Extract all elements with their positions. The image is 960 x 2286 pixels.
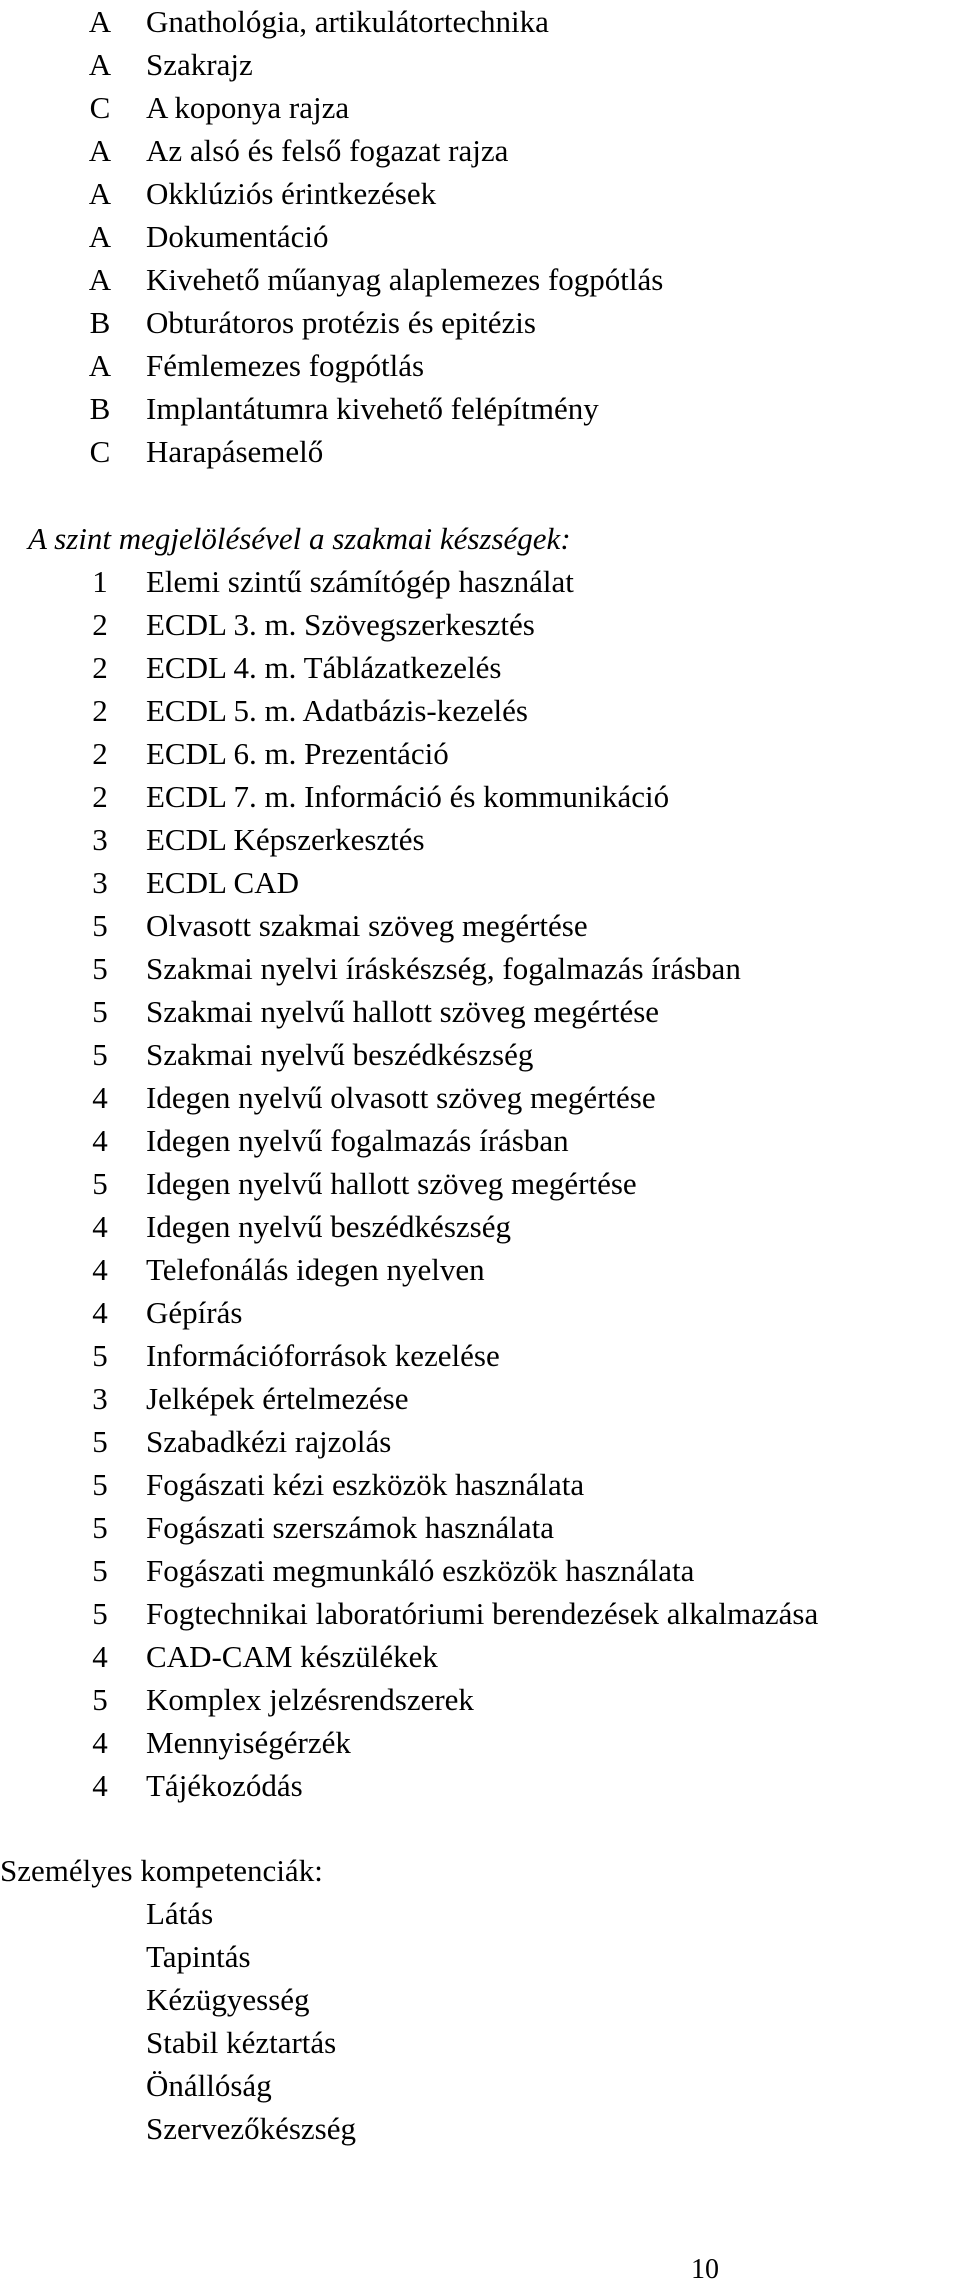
skills-section-title: A szint megjelölésével a szakmai készségek: (28, 521, 571, 556)
page-number: 10 (691, 2254, 719, 2285)
item-text: ECDL 5. m. Adatbázis-kezelés (146, 693, 528, 728)
skill-row (0, 1334, 960, 1377)
level-label: 5 (92, 994, 108, 1029)
level-label: 5 (92, 1424, 108, 1459)
level-label: 5 (92, 1682, 108, 1717)
skill-row (0, 1635, 960, 1678)
skills-list (0, 560, 960, 1807)
item-text: Szakrajz (146, 47, 253, 82)
competency-row (0, 0, 960, 43)
item-text: CAD-CAM készülékek (146, 1639, 438, 1674)
item-text: ECDL 7. m. Információ és kommunikáció (146, 779, 670, 814)
item-text: Fogászati kézi eszközök használata (146, 1467, 585, 1502)
item-text: Szakmai nyelvű hallott szöveg megértése (146, 994, 660, 1029)
level-label: 5 (92, 1510, 108, 1545)
competency-a-list (0, 0, 960, 473)
level-label: 1 (92, 564, 108, 599)
skill-row (0, 1377, 960, 1420)
skill-row (0, 1119, 960, 1162)
level-label: 4 (92, 1725, 108, 1760)
personal-competency-text: Látás (146, 1896, 214, 1931)
level-label: 2 (92, 650, 108, 685)
personal-competency-row (0, 1978, 960, 2021)
level-label: A (88, 4, 112, 39)
item-text: ECDL 4. m. Táblázatkezelés (146, 650, 502, 685)
competency-row (0, 43, 960, 86)
level-label: A (88, 262, 112, 297)
skill-row (0, 1248, 960, 1291)
personal-competency-row (0, 2021, 960, 2064)
personal-competency-text: Szervezőkészség (146, 2111, 357, 2146)
item-text: A koponya rajza (146, 90, 350, 125)
item-text: ECDL CAD (146, 865, 299, 900)
item-text: Fogászati szerszámok használata (146, 1510, 554, 1545)
item-text: Gépírás (146, 1295, 243, 1330)
personal-competency-text: Önállóság (146, 2068, 272, 2103)
skill-row (0, 732, 960, 775)
item-text: Fogászati megmunkáló eszközök használata (146, 1553, 695, 1588)
level-label: 2 (92, 607, 108, 642)
level-label: B (89, 305, 111, 340)
skill-row (0, 1678, 960, 1721)
item-text: ECDL 6. m. Prezentáció (146, 736, 449, 771)
competency-row (0, 430, 960, 473)
level-label: 5 (92, 1467, 108, 1502)
level-label: A (88, 133, 112, 168)
level-label: 5 (92, 1596, 108, 1631)
competency-row (0, 344, 960, 387)
personal-competencies-title: Személyes kompetenciák: (0, 1853, 323, 1888)
item-text: Idegen nyelvű olvasott szöveg megértése (146, 1080, 656, 1115)
item-text: Idegen nyelvű hallott szöveg megértése (146, 1166, 637, 1201)
item-text: Szakmai nyelvű beszédkészség (146, 1037, 534, 1072)
skill-row (0, 904, 960, 947)
skill-row (0, 1033, 960, 1076)
skill-row (0, 1549, 960, 1592)
item-text: Harapásemelő (146, 434, 324, 469)
competency-row (0, 301, 960, 344)
level-label: 4 (92, 1768, 108, 1803)
level-label: B (89, 391, 111, 426)
item-text: ECDL 3. m. Szövegszerkesztés (146, 607, 535, 642)
level-label: 4 (92, 1209, 108, 1244)
personal-competency-text: Stabil kéztartás (146, 2025, 337, 2060)
skill-row (0, 1592, 960, 1635)
item-text: Komplex jelzésrendszerek (146, 1682, 474, 1717)
skill-row (0, 1506, 960, 1549)
item-text: Jelképek értelmezése (146, 1381, 409, 1416)
skill-row (0, 1420, 960, 1463)
skill-row (0, 861, 960, 904)
skill-row (0, 1463, 960, 1506)
item-text: Szakmai nyelvi íráskészség, fogalmazás írásban (146, 951, 741, 986)
item-text: Az alsó és felső fogazat rajza (146, 133, 509, 168)
skill-row (0, 1764, 960, 1807)
item-text: Dokumentáció (146, 219, 329, 254)
competency-row (0, 387, 960, 430)
level-label: A (88, 47, 112, 82)
item-text: Implantátumra kivehető felépítmény (146, 391, 599, 426)
level-label: 3 (92, 1381, 108, 1416)
skill-row (0, 689, 960, 732)
competency-row (0, 129, 960, 172)
skill-row (0, 560, 960, 603)
personal-competency-row (0, 1935, 960, 1978)
level-label: 4 (92, 1295, 108, 1330)
level-label: 5 (92, 1553, 108, 1588)
skill-row (0, 1076, 960, 1119)
item-text: ECDL Képszerkesztés (146, 822, 425, 857)
personal-competency-text: Tapintás (146, 1939, 251, 1974)
item-text: Okklúziós érintkezések (146, 176, 437, 211)
personal-competency-row (0, 1892, 960, 1935)
skill-row (0, 1721, 960, 1764)
level-label: 5 (92, 951, 108, 986)
item-text: Információforrások kezelése (146, 1338, 500, 1373)
item-text: Kivehető műanyag alaplemezes fogpótlás (146, 262, 664, 297)
item-text: Idegen nyelvű fogalmazás írásban (146, 1123, 569, 1158)
level-label: 5 (92, 1166, 108, 1201)
level-label: 3 (92, 865, 108, 900)
level-label: 2 (92, 693, 108, 728)
skill-row (0, 990, 960, 1033)
level-label: A (88, 219, 112, 254)
item-text: Gnathológia, artikulátortechnika (146, 4, 549, 39)
skill-row (0, 603, 960, 646)
item-text: Telefonálás idegen nyelven (146, 1252, 485, 1287)
level-label: A (88, 348, 112, 383)
level-label: 5 (92, 1037, 108, 1072)
item-text: Szabadkézi rajzolás (146, 1424, 392, 1459)
level-label: 2 (92, 779, 108, 814)
skill-row (0, 947, 960, 990)
personal-competencies-list (0, 1892, 960, 2150)
level-label: 5 (92, 1338, 108, 1373)
skill-row (0, 818, 960, 861)
item-text: Idegen nyelvű beszédkészség (146, 1209, 511, 1244)
level-label: A (88, 176, 112, 211)
level-label: 2 (92, 736, 108, 771)
item-text: Fémlemezes fogpótlás (146, 348, 425, 383)
skill-row (0, 1291, 960, 1334)
personal-competency-text: Kézügyesség (146, 1982, 310, 2017)
level-label: 5 (92, 908, 108, 943)
skill-row (0, 775, 960, 818)
level-label: 4 (92, 1123, 108, 1158)
item-text: Fogtechnikai laboratóriumi berendezések alkalmazása (146, 1596, 819, 1631)
item-text: Obturátoros protézis és epitézis (146, 305, 536, 340)
level-label: 3 (92, 822, 108, 857)
item-text: Tájékozódás (146, 1768, 303, 1803)
skill-row (0, 1162, 960, 1205)
competency-row (0, 258, 960, 301)
personal-competency-row (0, 2107, 960, 2150)
skill-row (0, 646, 960, 689)
skill-row (0, 1205, 960, 1248)
competency-row (0, 215, 960, 258)
level-label: C (89, 434, 111, 469)
item-text: Mennyiségérzék (146, 1725, 351, 1760)
level-label: C (89, 90, 111, 125)
level-label: 4 (92, 1252, 108, 1287)
competency-row (0, 86, 960, 129)
level-label: 4 (92, 1080, 108, 1115)
competency-row (0, 172, 960, 215)
personal-competency-row (0, 2064, 960, 2107)
item-text: Olvasott szakmai szöveg megértése (146, 908, 588, 943)
item-text: Elemi szintű számítógép használat (146, 564, 574, 599)
level-label: 4 (92, 1639, 108, 1674)
